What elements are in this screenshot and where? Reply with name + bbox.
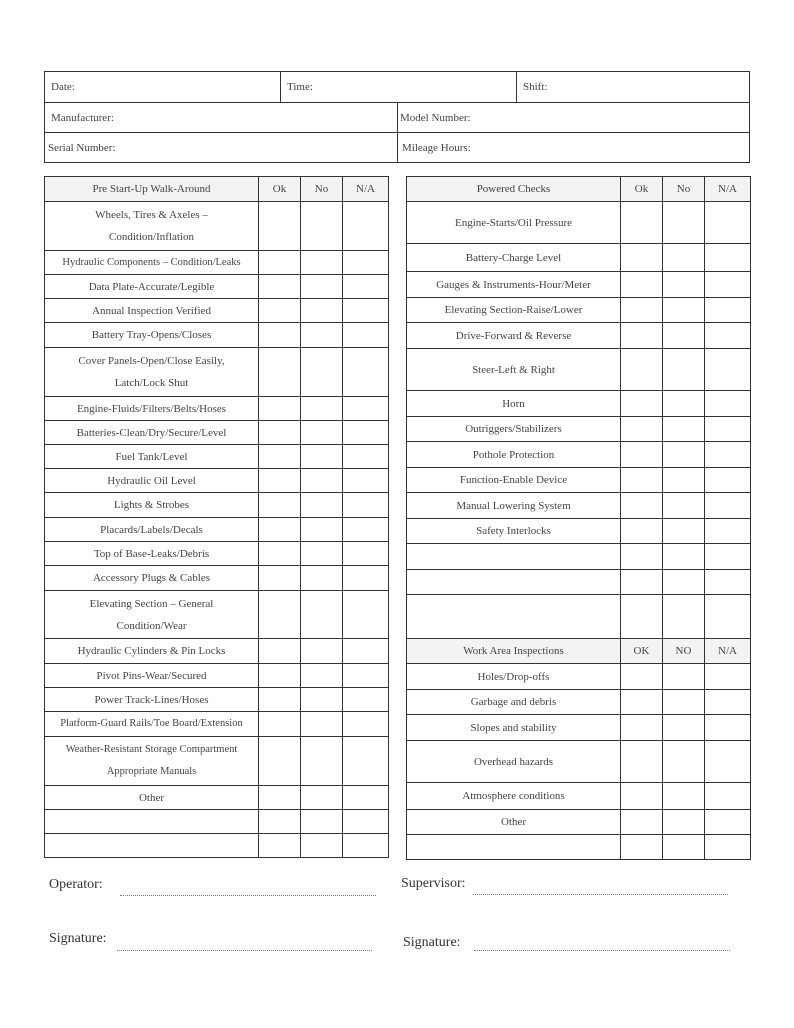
no-cell[interactable]	[663, 468, 705, 493]
item-label: Batteries-Clean/Dry/Secure/Level	[45, 421, 259, 445]
item-label: Data Plate-Accurate/Legible	[45, 275, 259, 299]
ok-cell[interactable]	[259, 591, 301, 639]
signature-label-right: Signature:	[403, 935, 461, 950]
table-row	[407, 391, 751, 417]
operator-signature-line[interactable]	[117, 936, 372, 951]
table-row	[45, 493, 389, 518]
table-header-row	[407, 177, 751, 202]
ok-cell[interactable]	[621, 442, 663, 468]
ok-cell[interactable]	[621, 690, 663, 715]
table-row	[407, 493, 751, 519]
no-cell[interactable]	[301, 299, 343, 323]
na-cell[interactable]	[343, 786, 389, 810]
ok-cell[interactable]	[621, 519, 663, 544]
table-row	[45, 591, 389, 639]
pre-start-table	[44, 176, 389, 858]
supervisor-label: Supervisor:	[401, 876, 466, 891]
date-label: Date:	[51, 81, 75, 93]
na-cell[interactable]	[705, 493, 751, 519]
na-cell[interactable]	[343, 323, 389, 348]
na-cell[interactable]	[705, 323, 751, 349]
na-cell[interactable]	[705, 690, 751, 715]
na-cell[interactable]	[705, 468, 751, 493]
item-label: Platform-Guard Rails/Toe Board/Extension	[45, 712, 259, 737]
na-cell[interactable]	[343, 275, 389, 299]
no-cell[interactable]	[301, 712, 343, 737]
no-cell[interactable]	[663, 570, 705, 595]
na-cell[interactable]	[705, 298, 751, 323]
table-row	[407, 519, 751, 544]
no-cell[interactable]	[301, 639, 343, 664]
table-row	[407, 835, 751, 860]
na-cell[interactable]	[343, 688, 389, 712]
no-cell[interactable]	[301, 202, 343, 251]
model-number-field[interactable]	[398, 103, 749, 133]
no-cell[interactable]	[663, 202, 705, 244]
no-cell[interactable]	[663, 323, 705, 349]
no-cell[interactable]	[663, 417, 705, 442]
table-row	[45, 786, 389, 810]
table-row	[45, 566, 389, 591]
na-cell[interactable]	[343, 397, 389, 421]
col-na-header: N/A	[705, 177, 751, 202]
item-label[interactable]	[407, 595, 621, 639]
item-label: Steer-Left & Right	[407, 349, 621, 391]
table-row	[407, 468, 751, 493]
model-number-label: Model Number:	[400, 112, 471, 124]
item-label: Weather-Resistant Storage Compartment Appropriate Manuals	[45, 737, 259, 786]
table-row	[407, 664, 751, 690]
na-cell[interactable]	[705, 244, 751, 272]
col-na-header: N/A	[705, 639, 751, 664]
ok-cell[interactable]	[259, 251, 301, 275]
col-ok-header: Ok	[621, 177, 663, 202]
no-cell[interactable]	[663, 544, 705, 570]
header-row-3	[45, 132, 749, 163]
serial-number-field[interactable]	[45, 133, 397, 163]
no-cell[interactable]	[301, 591, 343, 639]
na-cell[interactable]	[343, 469, 389, 493]
na-cell[interactable]	[343, 810, 389, 834]
ok-cell[interactable]	[259, 834, 301, 858]
item-label: Holes/Drop-offs	[407, 664, 621, 690]
item-label[interactable]	[407, 570, 621, 595]
item-label: Overhead hazards	[407, 741, 621, 783]
ok-cell[interactable]	[259, 397, 301, 421]
na-cell[interactable]	[705, 349, 751, 391]
na-cell[interactable]	[343, 421, 389, 445]
item-label: Battery-Charge Level	[407, 244, 621, 272]
ok-cell[interactable]	[259, 469, 301, 493]
supervisor-signature-line[interactable]	[474, 936, 730, 951]
ok-cell[interactable]	[621, 391, 663, 417]
no-cell[interactable]	[301, 664, 343, 688]
ok-cell[interactable]	[259, 639, 301, 664]
ok-cell[interactable]	[621, 417, 663, 442]
header-info-box	[44, 71, 750, 163]
table-row	[45, 397, 389, 421]
table-row	[45, 202, 389, 251]
header-row-2	[45, 102, 749, 133]
ok-cell[interactable]	[621, 664, 663, 690]
na-cell[interactable]	[705, 544, 751, 570]
table-row	[45, 664, 389, 688]
header-row-1	[45, 72, 749, 102]
table-row	[407, 715, 751, 741]
no-cell[interactable]	[301, 397, 343, 421]
item-label: Hydraulic Oil Level	[45, 469, 259, 493]
table-row	[45, 518, 389, 542]
operator-line[interactable]	[120, 881, 376, 896]
na-cell[interactable]	[705, 810, 751, 835]
ok-cell[interactable]	[621, 783, 663, 810]
table-row	[407, 690, 751, 715]
na-cell[interactable]	[343, 737, 389, 786]
ok-cell[interactable]	[621, 715, 663, 741]
no-cell[interactable]	[663, 442, 705, 468]
no-cell[interactable]	[663, 349, 705, 391]
pre-start-title: Pre Start-Up Walk-Around	[45, 177, 259, 202]
work-area-title: Work Area Inspections	[407, 639, 621, 664]
item-label: Elevating Section – General Condition/Wear	[45, 591, 259, 639]
shift-field[interactable]	[517, 72, 749, 102]
ok-cell[interactable]	[259, 688, 301, 712]
table-row	[45, 688, 389, 712]
ok-cell[interactable]	[259, 810, 301, 834]
no-cell[interactable]	[301, 469, 343, 493]
na-cell[interactable]	[705, 417, 751, 442]
na-cell[interactable]	[343, 299, 389, 323]
ok-cell[interactable]	[259, 275, 301, 299]
item-label: Lights & Strobes	[45, 493, 259, 518]
no-cell[interactable]	[663, 272, 705, 298]
na-cell[interactable]	[705, 715, 751, 741]
na-cell[interactable]	[343, 348, 389, 397]
item-label: Drive-Forward & Reverse	[407, 323, 621, 349]
no-cell[interactable]	[663, 783, 705, 810]
item-label: Garbage and debris	[407, 690, 621, 715]
table-row	[407, 595, 751, 639]
na-cell[interactable]	[343, 542, 389, 566]
table-row	[407, 544, 751, 570]
na-cell[interactable]	[705, 835, 751, 860]
na-cell[interactable]	[705, 442, 751, 468]
na-cell[interactable]	[343, 639, 389, 664]
no-cell[interactable]	[301, 688, 343, 712]
item-label: Power Track-Lines/Hoses	[45, 688, 259, 712]
na-cell[interactable]	[705, 391, 751, 417]
ok-cell[interactable]	[621, 323, 663, 349]
ok-cell[interactable]	[259, 566, 301, 591]
item-label: Pothole Protection	[407, 442, 621, 468]
ok-cell[interactable]	[621, 810, 663, 835]
item-label: Outriggers/Stabilizers	[407, 417, 621, 442]
table-row	[407, 323, 751, 349]
powered-checks-table	[406, 176, 751, 860]
ok-cell[interactable]	[259, 299, 301, 323]
na-cell[interactable]	[343, 251, 389, 275]
no-cell[interactable]	[301, 834, 343, 858]
no-cell[interactable]	[663, 298, 705, 323]
item-label: Hydraulic Cylinders & Pin Locks	[45, 639, 259, 664]
table-row	[45, 712, 389, 737]
no-cell[interactable]	[301, 810, 343, 834]
col-no-header: NO	[663, 639, 705, 664]
table-row	[407, 349, 751, 391]
table-row	[45, 810, 389, 834]
table-row	[407, 810, 751, 835]
shift-label: Shift:	[523, 81, 548, 93]
ok-cell[interactable]	[621, 544, 663, 570]
signature-label-left: Signature:	[49, 931, 107, 946]
no-cell[interactable]	[663, 493, 705, 519]
no-cell[interactable]	[663, 391, 705, 417]
ok-cell[interactable]	[259, 786, 301, 810]
table-row	[407, 202, 751, 244]
ok-cell[interactable]	[621, 349, 663, 391]
table-row	[407, 783, 751, 810]
ok-cell[interactable]	[259, 202, 301, 251]
item-label[interactable]	[45, 834, 259, 858]
no-cell[interactable]	[663, 664, 705, 690]
table-row	[45, 834, 389, 858]
table-header-row	[45, 177, 389, 202]
table-row	[407, 298, 751, 323]
item-label: Engine-Starts/Oil Pressure	[407, 202, 621, 244]
no-cell[interactable]	[301, 518, 343, 542]
table-row	[45, 275, 389, 299]
ok-cell[interactable]	[259, 542, 301, 566]
item-label: Placards/Labels/Decals	[45, 518, 259, 542]
mileage-hours-field[interactable]	[398, 133, 749, 163]
no-cell[interactable]	[301, 251, 343, 275]
ok-cell[interactable]	[259, 518, 301, 542]
time-label: Time:	[287, 81, 313, 93]
powered-checks-title: Powered Checks	[407, 177, 621, 202]
item-label: Safety Interlocks	[407, 519, 621, 544]
ok-cell[interactable]	[621, 202, 663, 244]
na-cell[interactable]	[343, 712, 389, 737]
no-cell[interactable]	[301, 493, 343, 518]
ok-cell[interactable]	[621, 570, 663, 595]
no-cell[interactable]	[663, 690, 705, 715]
item-label: Battery Tray-Opens/Closes	[45, 323, 259, 348]
table-row	[45, 299, 389, 323]
col-ok-header: OK	[621, 639, 663, 664]
serial-number-label: Serial Number:	[48, 142, 116, 154]
na-cell[interactable]	[343, 664, 389, 688]
item-label: Other	[45, 786, 259, 810]
item-label: Elevating Section-Raise/Lower	[407, 298, 621, 323]
item-label: Atmosphere conditions	[407, 783, 621, 810]
no-cell[interactable]	[301, 348, 343, 397]
na-cell[interactable]	[343, 591, 389, 639]
table-row	[45, 445, 389, 469]
item-label: Gauges & Instruments-Hour/Meter	[407, 272, 621, 298]
na-cell[interactable]	[705, 595, 751, 639]
na-cell[interactable]	[705, 272, 751, 298]
no-cell[interactable]	[301, 737, 343, 786]
ok-cell[interactable]	[621, 835, 663, 860]
table-row	[45, 639, 389, 664]
date-field[interactable]	[45, 72, 280, 102]
ok-cell[interactable]	[621, 272, 663, 298]
ok-cell[interactable]	[259, 323, 301, 348]
ok-cell[interactable]	[621, 468, 663, 493]
no-cell[interactable]	[301, 421, 343, 445]
work-area-header-row	[407, 639, 751, 664]
item-label: Cover Panels-Open/Close Easily, Latch/Lock Shut	[45, 348, 259, 397]
item-label: Other	[407, 810, 621, 835]
na-cell[interactable]	[705, 741, 751, 783]
item-label: Horn	[407, 391, 621, 417]
item-label: Fuel Tank/Level	[45, 445, 259, 469]
ok-cell[interactable]	[259, 445, 301, 469]
item-label: Function-Enable Device	[407, 468, 621, 493]
manufacturer-field[interactable]	[45, 103, 397, 133]
na-cell[interactable]	[705, 783, 751, 810]
na-cell[interactable]	[705, 519, 751, 544]
table-row	[407, 244, 751, 272]
na-cell[interactable]	[343, 518, 389, 542]
mileage-hours-label: Mileage Hours:	[402, 142, 471, 154]
item-label: Slopes and stability	[407, 715, 621, 741]
no-cell[interactable]	[663, 810, 705, 835]
supervisor-line[interactable]	[473, 880, 728, 895]
table-row	[45, 251, 389, 275]
col-na-header: N/A	[343, 177, 389, 202]
item-label: Top of Base-Leaks/Debris	[45, 542, 259, 566]
no-cell[interactable]	[301, 542, 343, 566]
na-cell[interactable]	[343, 566, 389, 591]
table-row	[45, 737, 389, 786]
ok-cell[interactable]	[259, 348, 301, 397]
table-row	[407, 417, 751, 442]
table-row	[45, 542, 389, 566]
col-ok-header: Ok	[259, 177, 301, 202]
na-cell[interactable]	[705, 570, 751, 595]
item-label: Accessory Plugs & Cables	[45, 566, 259, 591]
table-row	[45, 469, 389, 493]
item-label: Engine-Fluids/Filters/Belts/Hoses	[45, 397, 259, 421]
col-no-header: No	[301, 177, 343, 202]
no-cell[interactable]	[663, 595, 705, 639]
no-cell[interactable]	[663, 715, 705, 741]
no-cell[interactable]	[663, 519, 705, 544]
na-cell[interactable]	[343, 202, 389, 251]
table-row	[45, 323, 389, 348]
na-cell[interactable]	[343, 493, 389, 518]
no-cell[interactable]	[663, 244, 705, 272]
table-row	[407, 741, 751, 783]
no-cell[interactable]	[301, 445, 343, 469]
ok-cell[interactable]	[259, 493, 301, 518]
item-label: Pivot Pins-Wear/Secured	[45, 664, 259, 688]
ok-cell[interactable]	[259, 664, 301, 688]
table-row	[407, 570, 751, 595]
col-no-header: No	[663, 177, 705, 202]
ok-cell[interactable]	[621, 595, 663, 639]
no-cell[interactable]	[663, 741, 705, 783]
operator-label: Operator:	[49, 877, 103, 892]
no-cell[interactable]	[663, 835, 705, 860]
ok-cell[interactable]	[259, 421, 301, 445]
item-label[interactable]	[407, 835, 621, 860]
item-label[interactable]	[407, 544, 621, 570]
ok-cell[interactable]	[621, 493, 663, 519]
item-label[interactable]	[45, 810, 259, 834]
ok-cell[interactable]	[621, 741, 663, 783]
no-cell[interactable]	[301, 323, 343, 348]
ok-cell[interactable]	[259, 712, 301, 737]
ok-cell[interactable]	[621, 244, 663, 272]
na-cell[interactable]	[705, 664, 751, 690]
table-row	[45, 348, 389, 397]
table-row	[45, 421, 389, 445]
no-cell[interactable]	[301, 786, 343, 810]
na-cell[interactable]	[343, 834, 389, 858]
time-field[interactable]	[281, 72, 516, 102]
table-row	[407, 272, 751, 298]
item-label: Hydraulic Components – Condition/Leaks	[45, 251, 259, 275]
ok-cell[interactable]	[621, 298, 663, 323]
item-label: Wheels, Tires & Axeles – Condition/Inflation	[45, 202, 259, 251]
no-cell[interactable]	[301, 275, 343, 299]
ok-cell[interactable]	[259, 737, 301, 786]
no-cell[interactable]	[301, 566, 343, 591]
item-label: Annual Inspection Verified	[45, 299, 259, 323]
item-label: Manual Lowering System	[407, 493, 621, 519]
manufacturer-label: Manufacturer:	[51, 112, 114, 124]
table-row	[407, 442, 751, 468]
na-cell[interactable]	[705, 202, 751, 244]
na-cell[interactable]	[343, 445, 389, 469]
